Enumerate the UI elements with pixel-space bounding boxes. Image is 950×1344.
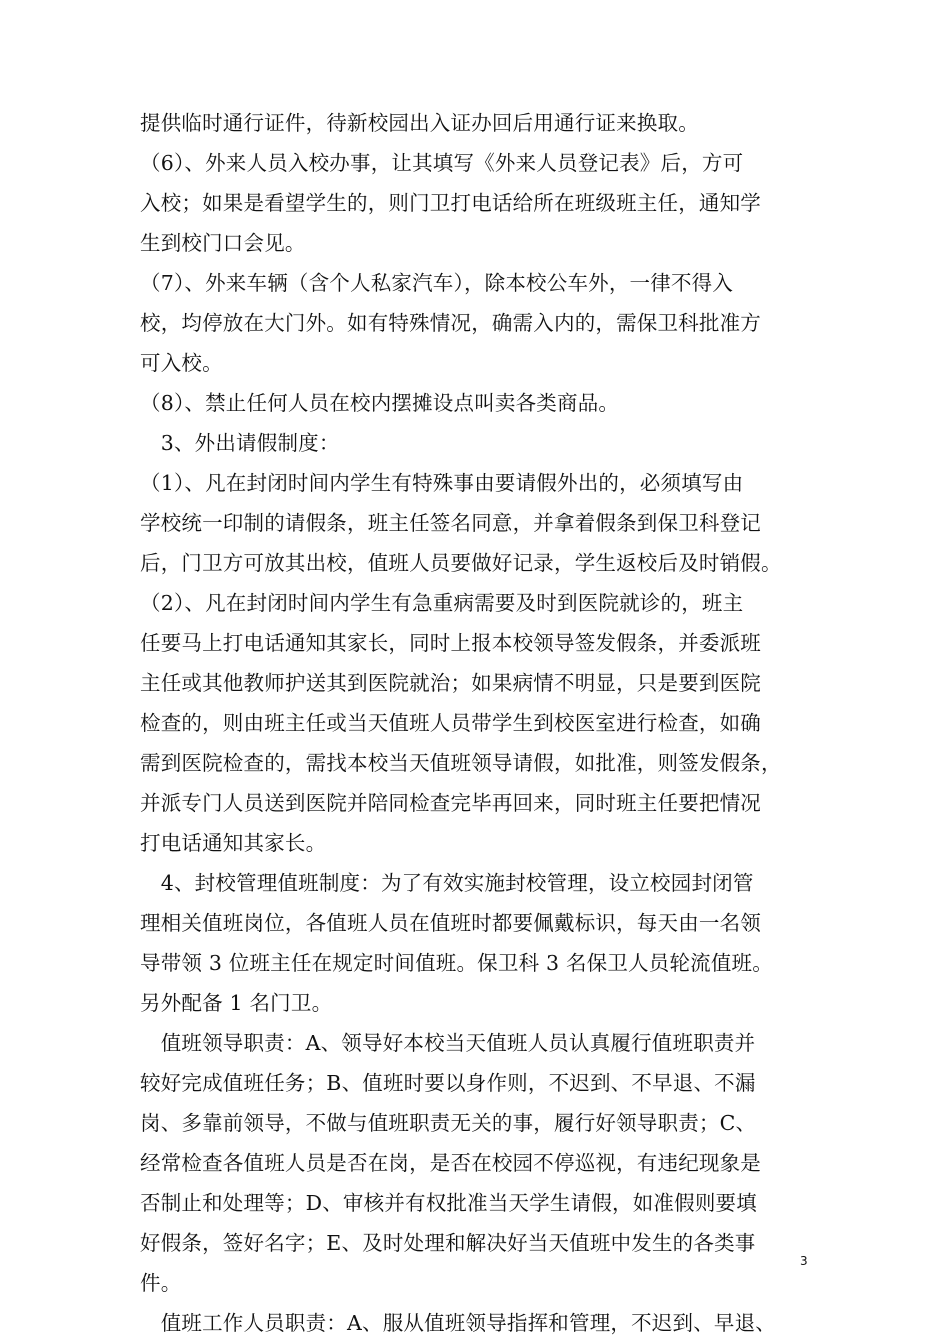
text-line: 并派专门人员送到医院并陪同检查完毕再回来，同时班主任要把情况	[140, 791, 761, 815]
text-line: 值班领导职责：A、领导好本校当天值班人员认真履行值班职责并	[140, 1031, 756, 1055]
text-line: 较好完成值班任务；B、值班时要以身作则，不迟到、不早退、不漏	[140, 1071, 756, 1095]
text-line: 主任或其他教师护送其到医院就治；如果病情不明显，只是要到医院	[140, 671, 761, 695]
text-line: 后，门卫方可放其出校，值班人员要做好记录，学生返校后及时销假。	[140, 551, 782, 575]
text-line: 好假条，签好名字；E、及时处理和解决好当天值班中发生的各类事	[140, 1231, 756, 1255]
text-line: 任要马上打电话通知其家长，同时上报本校领导签发假条，并委派班	[140, 631, 761, 655]
text-line: （8）、禁止任何人员在校内摆摊设点叫卖各类商品。	[140, 391, 620, 415]
text-line: 入校；如果是看望学生的，则门卫打电话给所在班级班主任，通知学	[140, 191, 761, 215]
text-line: 打电话通知其家长。	[140, 831, 327, 855]
text-line: （2）、凡在封闭时间内学生有急重病需要及时到医院就诊的，班主	[140, 591, 744, 615]
text-line: 另外配备 1 名门卫。	[140, 991, 333, 1015]
text-line: 导带领 3 位班主任在规定时间值班。保卫科 3 名保卫人员轮流值班。	[140, 951, 773, 975]
text-line: 检查的，则由班主任或当天值班人员带学生到校医室进行检查，如确	[140, 711, 761, 735]
text-line: 理相关值班岗位，各值班人员在值班时都要佩戴标识，每天由一名领	[140, 911, 761, 935]
text-line: 否制止和处理等；D、审核并有权批准当天学生请假，如准假则要填	[140, 1191, 757, 1215]
text-line: 件。	[140, 1271, 182, 1295]
text-line: 学校统一印制的请假条，班主任签名同意，并拿着假条到保卫科登记	[140, 511, 761, 535]
text-line: （1）、凡在封闭时间内学生有特殊事由要请假外出的，必须填写由	[140, 471, 744, 495]
page-number: 3	[800, 1254, 808, 1268]
body-text	[140, 103, 830, 1343]
text-line: 生到校门口会见。	[140, 231, 306, 255]
text-line: 岗、多靠前领导，不做与值班职责无关的事，履行好领导职责；C、	[140, 1111, 757, 1135]
text-line: 经常检查各值班人员是否在岗，是否在校园不停巡视，有违纪现象是	[140, 1151, 761, 1175]
text-line: 校，均停放在大门外。如有特殊情况，确需入内的，需保卫科批准方	[140, 311, 761, 335]
text-line: 值班工作人员职责：A、服从值班领导指挥和管理，不迟到、早退、	[140, 1311, 777, 1335]
text-line: 可入校。	[140, 351, 223, 375]
text-line: 需到医院检查的，需找本校当天值班领导请假，如批准，则签发假条，	[140, 751, 782, 775]
text-line: 提供临时通行证件，待新校园出入证办回后用通行证来换取。	[140, 111, 699, 135]
text-line: 3、外出请假制度：	[140, 431, 340, 455]
text-line: 4、封校管理值班制度：为了有效实施封校管理，设立校园封闭管	[140, 871, 754, 895]
text-line: （7）、外来车辆（含个人私家汽车），除本校公车外，一律不得入	[140, 271, 734, 295]
text-line: （6）、外来人员入校办事，让其填写《外来人员登记表》后，方可	[140, 151, 744, 175]
